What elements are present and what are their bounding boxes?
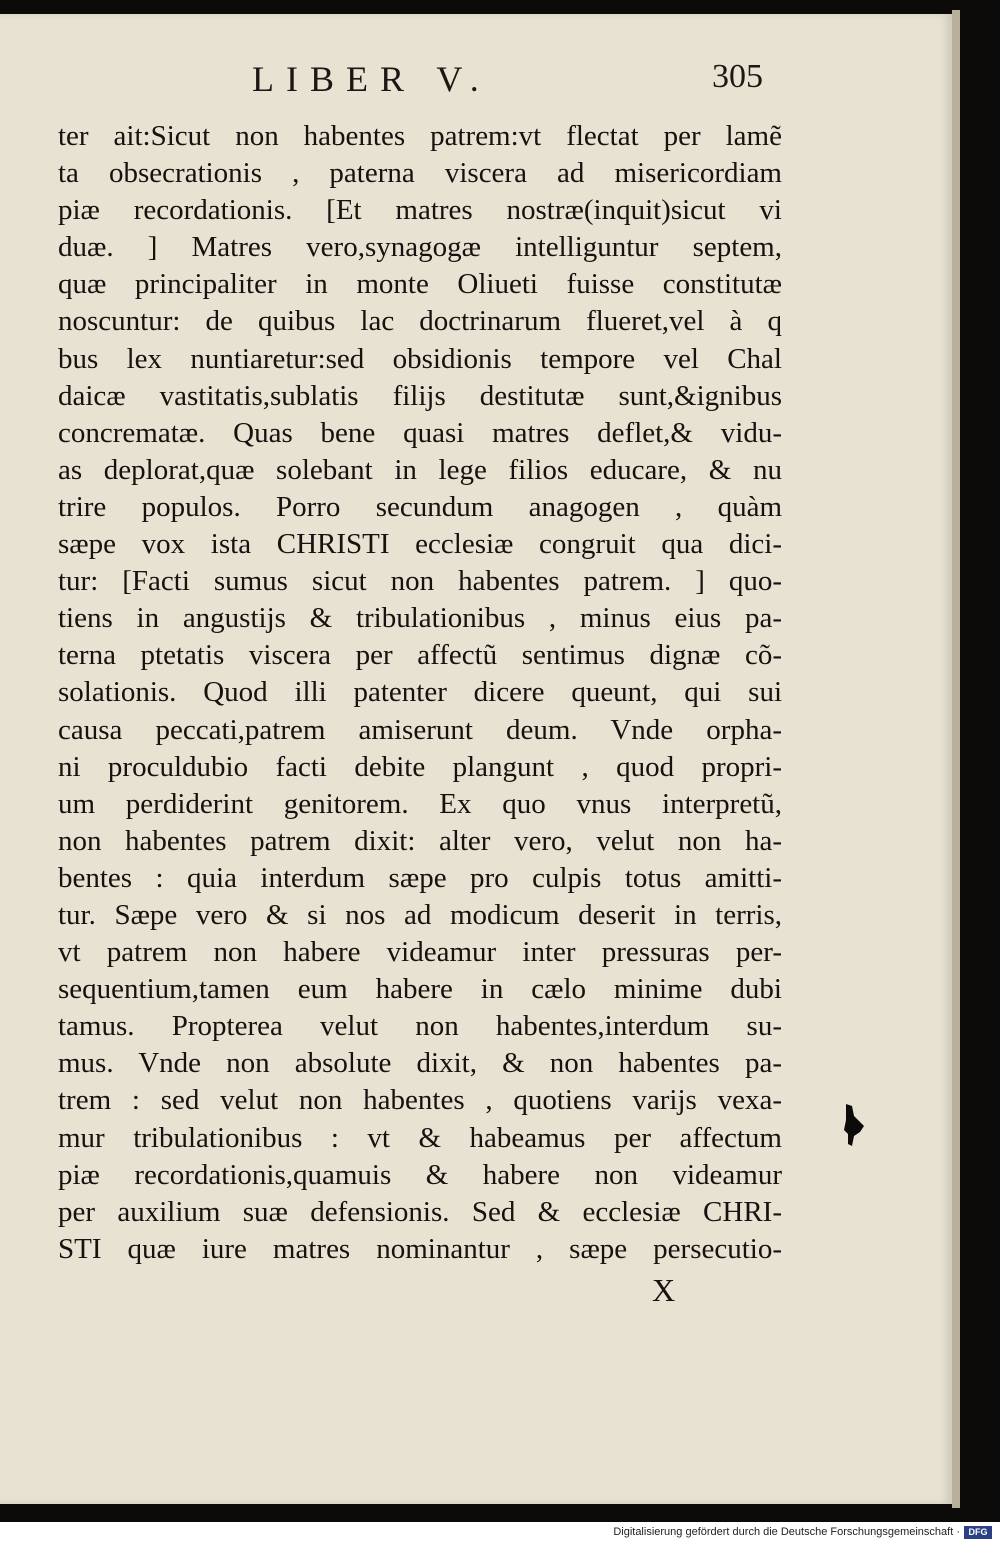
page-header <box>0 58 952 108</box>
text-line: terna ptetatis viscera per affectũ sentimus dignæ cõ- <box>58 639 782 672</box>
text-line: non habentes patrem dixit: alter vero, velut non ha- <box>58 824 782 857</box>
page-number: 305 <box>712 58 763 95</box>
text-line: bentes : quia interdum sæpe pro culpis totus amitti- <box>58 861 782 894</box>
text-line: tiens in angustijs & tribulationibus , minus eius pa- <box>58 602 782 635</box>
text-line: sequentium,tamen eum habere in cælo minime dubi <box>58 973 782 1006</box>
text-line: mus. Vnde non absolute dixit, & non habentes pa- <box>58 1047 782 1080</box>
text-line: ta obsecrationis , paterna viscera ad misericordiam <box>58 157 782 190</box>
catchword: X <box>652 1272 676 1308</box>
text-line: ni proculdubio facti debite plangunt , quod propri- <box>58 750 782 783</box>
text-line: piæ recordationis. [Et matres nostræ(inquit)sicut vi <box>58 194 782 227</box>
text-line: daicæ vastitatis,sublatis filijs destitutæ sunt,&ignibus <box>58 379 782 412</box>
text-line: STI quæ iure matres nominantur , sæpe persecutio- <box>58 1232 782 1265</box>
digitization-footer <box>0 1524 1000 1541</box>
running-title: LIBER V. <box>252 59 491 99</box>
text-line: bus lex nuntiaretur:sed obsidionis tempore vel Chal <box>58 342 782 375</box>
text-line: as deplorat,quæ solebant in lege filios educare, & nu <box>58 453 782 486</box>
text-line: tamus. Propterea velut non habentes,interdum su- <box>58 1010 782 1043</box>
dfg-logo-icon: DFG <box>964 1526 992 1539</box>
text-line: mur tribulationibus : vt & habeamus per affectum <box>58 1121 782 1154</box>
text-line: duæ. ] Matres vero,synagogæ intelliguntur septem, <box>58 231 782 264</box>
text-line: solationis. Quod illi patenter dicere queunt, qui sui <box>58 676 782 709</box>
text-line: vt patrem non habere videamur inter pressuras per- <box>58 936 782 969</box>
text-line: ter ait:Sicut non habentes patrem:vt flectat per lamẽ <box>58 120 782 152</box>
book-page <box>0 14 952 1504</box>
text-line: piæ recordationis,quamuis & habere non videamur <box>58 1158 782 1191</box>
text-line: sæpe vox ista CHRISTI ecclesiæ congruit qua dici- <box>58 528 782 561</box>
text-line: tur: [Facti sumus sicut non habentes patrem. ] quo- <box>58 565 782 598</box>
manicule-mark-icon <box>838 1102 868 1148</box>
text-line: noscuntur: de quibus lac doctrinarum flueret,vel à q <box>58 305 782 338</box>
text-line: um perdiderint genitorem. Ex quo vnus interpretũ, <box>58 787 782 820</box>
body-text <box>58 118 782 1268</box>
text-line: trire populos. Porro secundum anagogen , quàm <box>58 490 782 523</box>
text-line: per auxilium suæ defensionis. Sed & ecclesiæ CHRI- <box>58 1195 782 1228</box>
text-line: causa peccati,patrem amiserunt deum. Vnde orpha- <box>58 713 782 746</box>
page-edge <box>952 10 960 1508</box>
text-line: trem : sed velut non habentes , quotiens varijs vexa- <box>58 1084 782 1117</box>
text-line: quæ principaliter in monte Oliueti fuisse constitutæ <box>58 268 782 301</box>
text-line: concrematæ. Quas bene quasi matres deflet,& vidu- <box>58 416 782 449</box>
text-line: tur. Sæpe vero & si nos ad modicum deserit in terris, <box>58 898 782 931</box>
footer-credit: Digitalisierung gefördert durch die Deutsche Forschungsgemeinschaft · <box>613 1526 960 1538</box>
